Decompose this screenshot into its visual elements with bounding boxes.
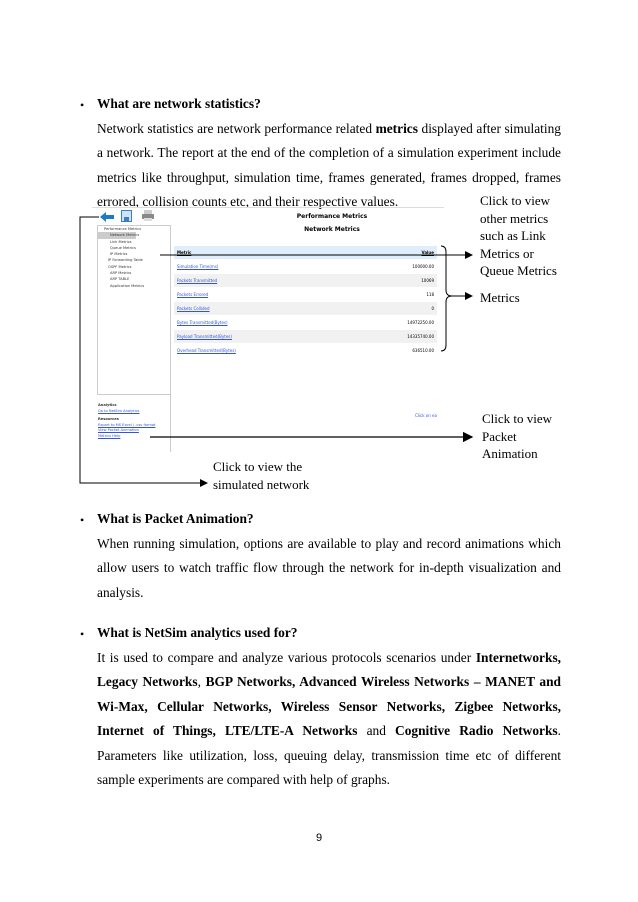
header-metric: Metric xyxy=(177,250,192,255)
tree-item[interactable]: Performance Metrics xyxy=(104,227,141,231)
metrics-help-link[interactable]: Metrics Help xyxy=(98,433,121,438)
metric-value: 14972250.00 xyxy=(407,320,434,325)
tree-item[interactable]: ARP Metrics xyxy=(110,271,132,276)
text: . Parameters like utilization, loss, queuing delay, transmission time etc of different sample experiments are compared with help of graphs. xyxy=(97,723,562,787)
metric-value: 100000.00 xyxy=(412,264,434,269)
annotation-metrics: Metrics xyxy=(480,290,520,305)
section-packet-animation xyxy=(97,507,561,605)
text: displayed after simulating a network. The report at the end of the completion of a simulation experiment include metrics like throughput, simulation time, frames generated, frames dropped, frames errored, collision counts etc, and their respective values. xyxy=(97,120,561,209)
annotation-packet-animation: Click to view Packet Animation xyxy=(482,411,553,461)
annotation-simulated-network: Click to view the simulated network xyxy=(213,459,310,492)
bullet: • xyxy=(80,513,85,527)
tree-item[interactable]: Application Metrics xyxy=(110,283,145,288)
metric-link[interactable]: Packets Collided xyxy=(177,306,210,311)
text-bold: Internetworks, Legacy Networks xyxy=(97,649,561,689)
report-title: Performance Metrics xyxy=(296,213,368,220)
metric-value: 636510.00 xyxy=(412,348,434,353)
metrics-brace xyxy=(441,246,452,351)
text-bold: metrics xyxy=(375,120,418,136)
bullet: • xyxy=(80,98,85,112)
tree-item[interactable]: Queue Metrics xyxy=(110,245,136,250)
heading: What is Packet Animation? xyxy=(97,511,254,526)
header-value: Value xyxy=(421,250,434,255)
text: Network statistics are network performance related xyxy=(97,120,376,136)
metric-link[interactable]: Simulation Time(ms) xyxy=(177,264,219,269)
metric-link[interactable]: Packets Transmitted xyxy=(177,278,218,283)
resources-heading: Resources xyxy=(98,417,119,421)
analytics-heading: Analytics xyxy=(98,403,117,407)
tree-item[interactable]: IP Forwarding Table xyxy=(108,258,143,263)
tree-item[interactable]: Link Metrics xyxy=(110,239,132,244)
heading: What is NetSim analytics used for? xyxy=(97,625,298,640)
heading: What are network statistics? xyxy=(97,96,261,111)
netsim-analytics-link[interactable]: Go to NetSim Analytics xyxy=(98,408,140,413)
text: and xyxy=(357,723,396,738)
packet-animation-link[interactable]: View Packet Animation xyxy=(98,428,139,432)
metric-value: 118 xyxy=(426,292,434,297)
metric-link[interactable]: Payload Transmitted(Bytes) xyxy=(177,334,232,339)
tree-item[interactable]: OSPF Metrics xyxy=(108,264,132,269)
tree-item[interactable]: IP Metrics xyxy=(110,252,128,257)
text: It is used to compare and analyze various protocols scenarios under xyxy=(97,649,476,665)
arrow-simulated-network xyxy=(80,217,207,483)
text: , xyxy=(197,674,206,689)
bullet: • xyxy=(80,627,85,641)
annotation-other-metrics: Click to view other metrics such as Link Metrics or Queue Metrics xyxy=(480,193,557,278)
metric-link[interactable]: Bytes Transmitted(Bytes) xyxy=(177,320,228,325)
report-subtitle: Network Metrics xyxy=(304,226,360,233)
tree-item[interactable]: ARP TABLE xyxy=(110,277,130,282)
text-bold: Cognitive Radio Networks xyxy=(395,723,558,738)
metric-value: 14335740.00 xyxy=(407,334,434,339)
export-link[interactable]: Export to MS Excel / .csv format xyxy=(98,422,156,427)
paragraph xyxy=(97,646,561,793)
metric-link[interactable]: Packets Errored xyxy=(177,292,209,297)
text-bold: BGP Networks, Advanced Wireless Networks – MANET and Wi-Max, Cellular Networks, Wireless Sensor Networks, Zigbee Networks, Internet of Things, LTE/LTE-A Networks xyxy=(97,674,561,738)
metric-value: 0 xyxy=(431,306,434,311)
metric-value: 10069 xyxy=(421,278,434,283)
tree-item-selected[interactable]: Network Metrics xyxy=(98,232,136,238)
metric-link[interactable]: Overhead Transmitted(Bytes) xyxy=(177,348,236,353)
click-on-link[interactable]: Click on ea xyxy=(415,413,437,418)
section-netsim-analytics xyxy=(97,621,561,793)
paragraph: When running simulation, options are available to play and record animations which allow users to watch traffic flow through the network for in-depth visualization and analysis. xyxy=(97,535,561,600)
page-number: 9 xyxy=(315,832,323,844)
